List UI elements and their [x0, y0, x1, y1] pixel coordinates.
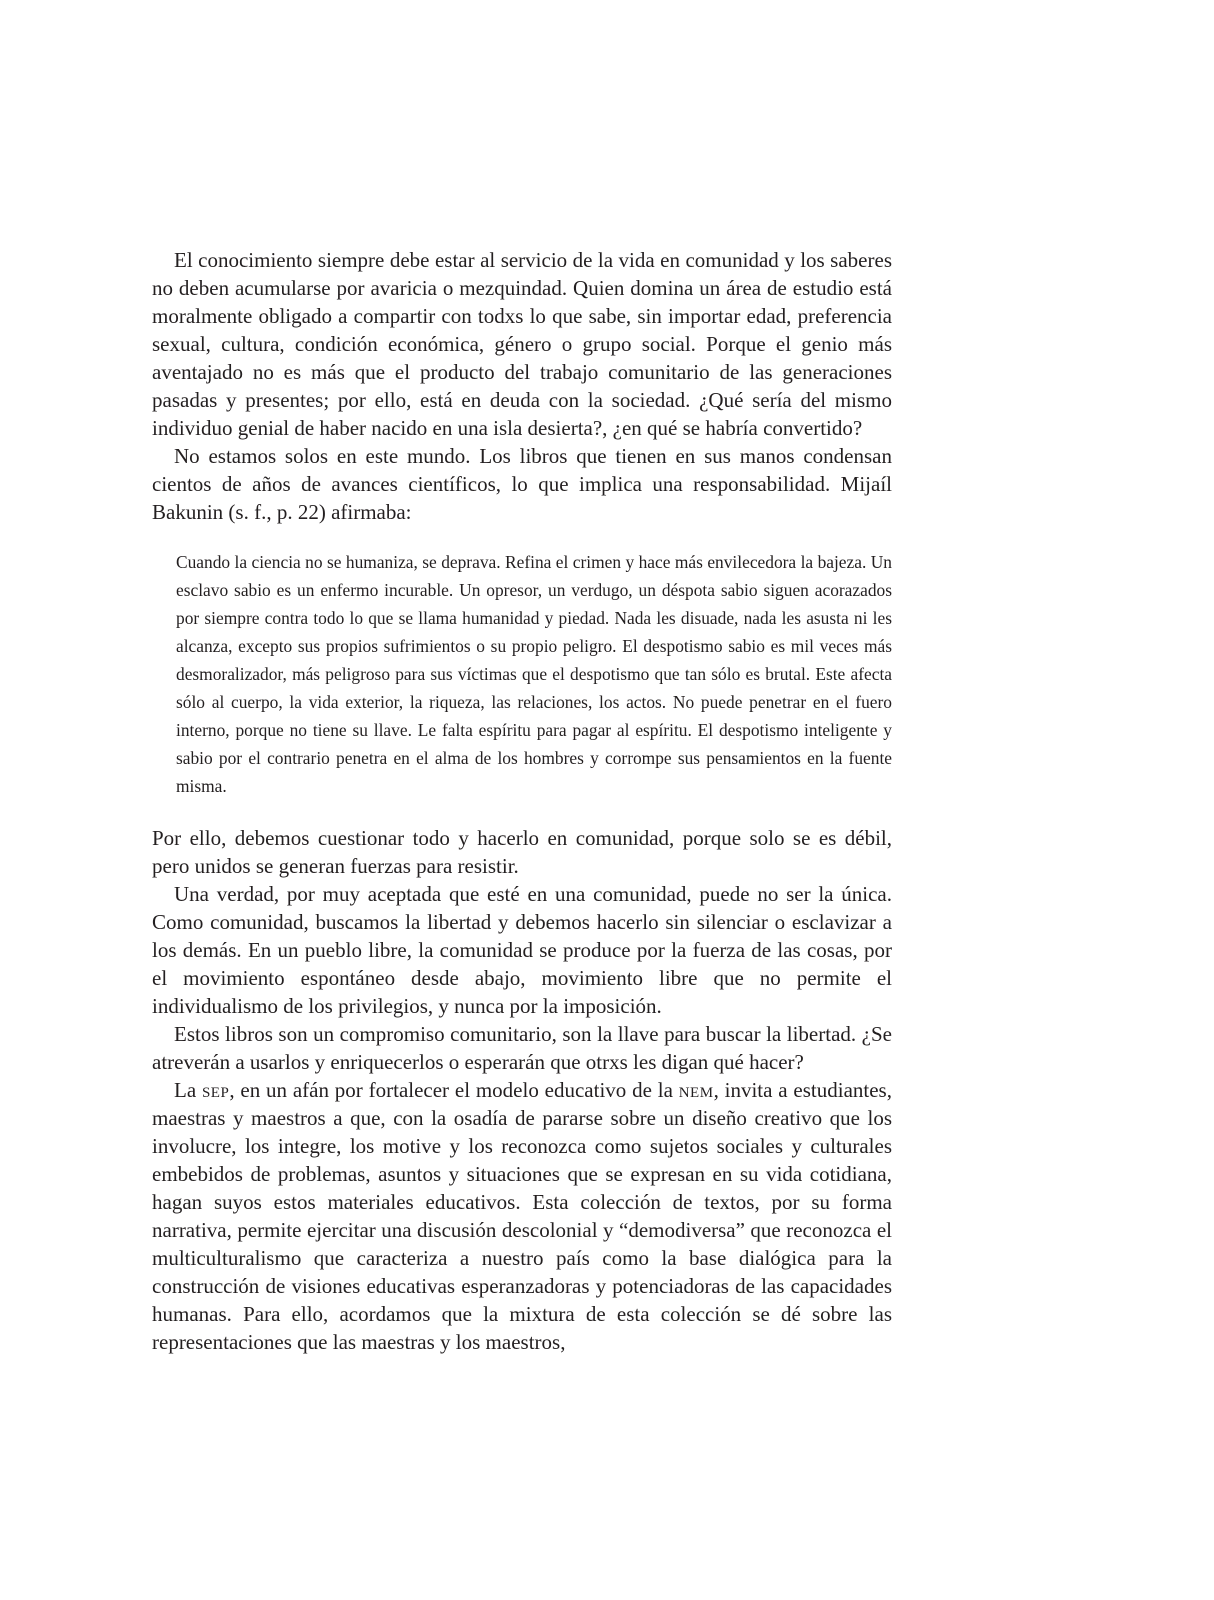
sep-rest-text: , invita a estudiantes, maestras y maestros a que, con la osadía de pararse sobre un diseño creativo que los involucre, los integre, los motive y los reconozca como sujetos sociales y culturales embebidos de problemas, asuntos y situaciones que se expresan en su vida cotidiana, hagan suyos estos materiales educativos. Esta colección de textos, por su forma narrativa, permite ejercitar una discusión descolonial y “demodiversa” que reconozca el multiculturalismo que caracteriza a nuestro país como la base dialógica para la construcción de visiones educativas esperanzadoras y potenciadoras de las capacidades humanas. Para ello, acordamos que la mixtura de esta colección se dé sobre las representaciones que las maestras y los maestros,	[152, 1078, 892, 1354]
quote-text: Cuando la ciencia no se humaniza, se deprava. Refina el crimen y hace más envilecedora la bajeza. Un esclavo sabio es un enfermo incurable. Un opresor, un verdugo, un déspota sabio siguen acorazados por siempre contra todo lo que se llama humanidad y piedad. Nada les disuade, nada les asusta ni les alcanza, excepto sus propios sufrimientos o su propio peligro. El despotismo sabio es mil veces más desmoralizador, más peligroso para sus víctimas que el despotismo que tan sólo es brutal. Este afecta sólo al cuerpo, la vida exterior, la riqueza, las relaciones, los actos. No puede penetrar en el fuero interno, porque no tiene su llave. Le falta espíritu para pagar al espíritu. El despotismo inteligente y sabio por el contrario penetra en el alma de los hombres y corrompe sus pensamientos en la fuente misma.	[176, 552, 892, 796]
paragraph-knowledge: El conocimiento siempre debe estar al servicio de la vida en comunidad y los saberes no deben acumularse por avaricia o mezquindad. Quien domina un área de estudio está moralmente obligado a compartir con todxs lo que sabe, sin importar edad, preferencia sexual, cultura, condición económica, género o grupo social. Porque el genio más aventajado no es más que el producto del trabajo comunitario de las generaciones pasadas y presentes; por ello, está en deuda con la sociedad. ¿Qué sería del mismo individuo genial de haber nacido en una isla desierta?, ¿en qué se habría convertido?	[152, 248, 892, 440]
body-text-top	[152, 246, 892, 526]
acronym-sep: sep	[201, 1078, 230, 1102]
paragraph-commitment: Estos libros son un compromiso comunitario, son la llave para buscar la libertad. ¿Se atreverán a usarlos y enriquecerlos o esperarán que otrxs les digan qué hacer?	[152, 1022, 892, 1074]
block-quote-bakunin	[176, 548, 892, 800]
paragraph-not-alone: No estamos solos en este mundo. Los libros que tienen en sus manos condensan cientos de años de avances científicos, lo que implica una responsabilidad. Mijaíl Bakunin (s. f., p. 22) afirmaba:	[152, 444, 892, 524]
paragraph-truth: Una verdad, por muy aceptada que esté en una comunidad, puede no ser la única. Como comunidad, buscamos la libertad y debemos hacerlo sin silenciar o esclavizar a los demás. En un pueblo libre, la comunidad se produce por la fuerza de las cosas, por el movimiento espontáneo desde abajo, movimiento libre que no permite el individualismo de los privilegios, y nunca por la imposición.	[152, 882, 892, 1018]
paragraph-question-everything: Por ello, debemos cuestionar todo y hacerlo en comunidad, porque solo se es débil, pero unidos se generan fuerzas para resistir.	[152, 826, 892, 878]
acronym-nem: nem	[678, 1078, 714, 1102]
paragraph-sep-nem	[152, 1076, 892, 1356]
document-page	[152, 246, 892, 1356]
sep-middle-text: , en un afán por fortalecer el modelo educativo de la	[229, 1078, 679, 1102]
body-text-bottom	[152, 824, 892, 1356]
sep-lead-text: La	[174, 1078, 202, 1102]
